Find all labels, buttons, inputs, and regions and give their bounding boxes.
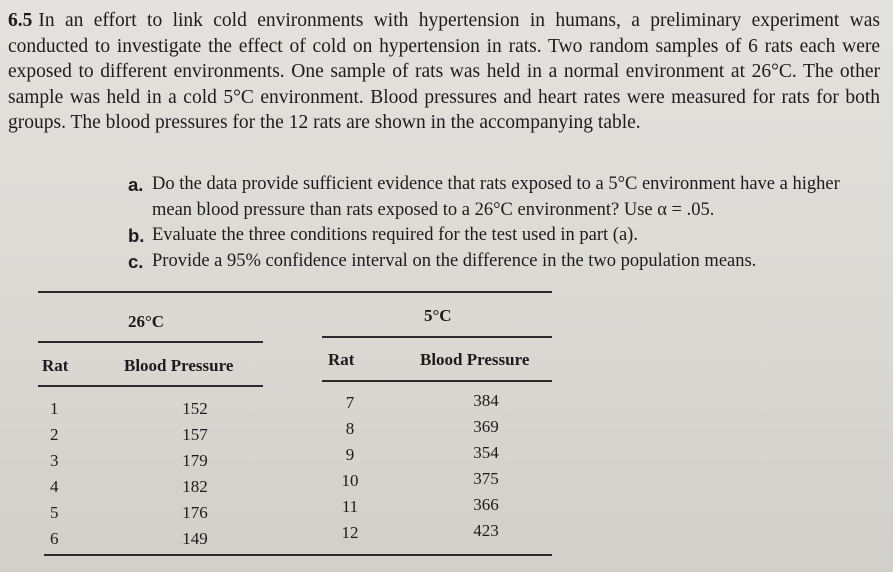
table-cell: 12 (341, 523, 359, 542)
table-cell: 375 (473, 469, 499, 488)
part-a-text: Do the data provide sufficient evidence that rats exposed to a 5°C environment have a higher mean blood pressure than rats exposed to a 26°C environment? Use α = .05. (152, 174, 840, 220)
group1-title: 26°C (128, 312, 165, 331)
table-cell: 366 (473, 495, 499, 514)
table-cell: 157 (182, 425, 208, 444)
table-cell: 182 (182, 477, 208, 496)
part-a-label: a. (128, 174, 144, 195)
table-top-rule (38, 291, 552, 293)
group1-title-rule (38, 341, 263, 343)
part-c (128, 249, 880, 275)
table-cell: 6 (50, 529, 59, 548)
table-cell: 1 (50, 399, 59, 418)
part-b (128, 223, 880, 249)
table-cell: 9 (345, 445, 355, 464)
part-a (128, 172, 880, 223)
group1-rat-header: Rat (42, 356, 69, 375)
table-cell: 4 (50, 477, 59, 496)
problem-text: In an effort to link cold environments with hypertension in humans, a preliminary experiment was conducted to investigate the effect of cold on hypertension in rats. Two random samples of 6 rats each were exposed to different environments. One sample of rats was held in a normal environment at 26°C. The other sample was held in a cold 5°C environment. Blood pressures and heart rates were measured for rats for both groups. The blood pressures for the 12 rats are shown in the accompanying table. (8, 10, 880, 133)
group2-bp-column (456, 388, 516, 544)
group2-rat-header: Rat (328, 350, 355, 369)
group2-header-rule (322, 380, 552, 382)
table-cell: 152 (182, 399, 208, 418)
table-cell: 179 (182, 451, 208, 470)
group1-bp-column (165, 396, 225, 552)
problem-number: 6.5 (8, 10, 33, 31)
group2-title-rule (322, 336, 552, 338)
group1-header-rule (38, 385, 263, 387)
group1-rat-column (50, 396, 80, 552)
table-cell: 5 (50, 503, 59, 522)
table-cell: 2 (50, 425, 59, 444)
table-cell: 384 (473, 391, 499, 410)
table-cell: 423 (473, 521, 499, 540)
table-cell: 8 (345, 419, 355, 438)
part-c-label: c. (128, 250, 144, 272)
part-b-label: b. (128, 225, 145, 246)
table-cell: 11 (341, 497, 359, 516)
group2-bp-header: Blood Pressure (420, 350, 530, 369)
table-cell: 3 (50, 451, 59, 470)
table-cell: 10 (341, 471, 359, 490)
table-bottom-rule (44, 554, 552, 556)
table-cell: 149 (182, 529, 208, 548)
group2-rat-column (330, 390, 370, 546)
table-cell: 7 (345, 393, 355, 412)
table-cell: 176 (182, 503, 208, 522)
group1-bp-header: Blood Pressure (124, 356, 234, 375)
part-b-text: Evaluate the three conditions required for the test used in part (a). (152, 225, 638, 245)
table-cell: 354 (473, 443, 499, 462)
problem-parts (128, 172, 880, 274)
part-c-text: Provide a 95% confidence interval on the difference in the two population means. (152, 250, 757, 271)
table-cell: 369 (473, 417, 499, 436)
problem-statement (8, 8, 880, 136)
group2-title: 5°C (424, 306, 452, 325)
